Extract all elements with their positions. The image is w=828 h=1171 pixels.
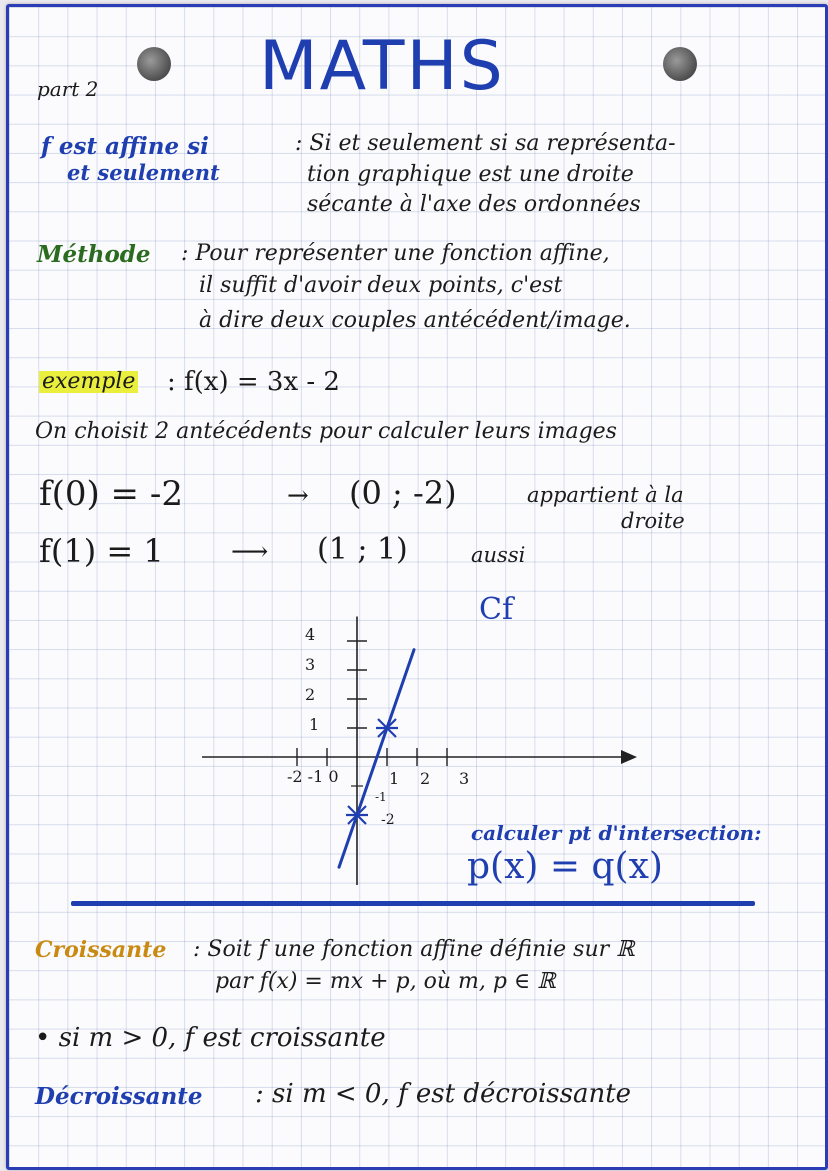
graph-ticks [297,641,447,815]
definition-term-line2: et seulement [67,160,220,185]
example-label: exemple [39,371,138,393]
method-text-line2: il suffit d'avoir deux points, c'est [199,273,563,298]
x-tick-label-1: 1 [389,769,400,788]
curve-label: Cf [479,592,514,627]
intersection-formula: p(x) = q(x) [467,846,663,887]
method-text-line1: : Pour représenter une fonction affine, [181,241,610,266]
definition-text-line3: sécante à l'axe des ordonnées [307,192,641,217]
definition-text-line2: tion graphique est une droite [307,162,634,187]
series-line-cf [339,650,414,868]
section-divider [71,901,755,906]
method-text-line3: à dire deux couples antécédent/image. [199,308,631,333]
y-tick-label-1: 1 [309,715,320,734]
decroissante-text: : si m < 0, f est décroissante [255,1079,632,1109]
y-tick-label-neg2: -2 [381,812,395,828]
y-tick-label-2: 2 [305,685,316,704]
croissante-label: Croissante [35,937,167,963]
decroissante-label: Décroissante [35,1083,203,1110]
definition-text-line1: : Si et seulement si sa représenta- [295,131,676,156]
y-tick-label-3: 3 [305,655,316,674]
x-tick-label-3: 3 [459,769,470,788]
croissante-text-line2: par f(x) = mx + p, où m, p ∈ ℝ [215,969,556,994]
example-formula: : f(x) = 3x - 2 [167,367,340,397]
y-tick-label-4: 4 [305,625,316,644]
x-tick-labels-negative: -2 -1 0 [287,767,339,786]
page-title: MATHS [259,27,505,106]
example-intro: On choisit 2 antécédents pour calculer leurs images [35,419,617,444]
calc1-arrow: → [287,481,309,511]
notebook-page [6,4,828,1170]
calc1-right: (0 ; -2) [349,474,457,512]
calc2-right: (1 ; 1) [317,532,408,567]
croissante-text-line1: : Soit f une fonction affine définie sur ℝ [193,937,635,962]
calc2-arrow: ⟶ [231,537,269,567]
intersection-title: calculer pt d'intersection: [471,821,762,845]
calc2-note: aussi [471,543,526,567]
x-tick-label-2: 2 [420,769,431,788]
x-axis-arrow [621,750,637,764]
calc1-left: f(0) = -2 [39,474,183,514]
calc1-note-line1: appartient à la [527,483,684,507]
part-label: part 2 [37,77,99,101]
y-tick-label-neg1: -1 [375,790,387,804]
calc2-left: f(1) = 1 [39,532,164,570]
croissante-bullet: • si m > 0, f est croissante [35,1023,386,1053]
method-label: Méthode [37,241,151,268]
calc1-note-line2: droite [621,509,685,533]
definition-term-line1: f est affine si [41,133,209,160]
